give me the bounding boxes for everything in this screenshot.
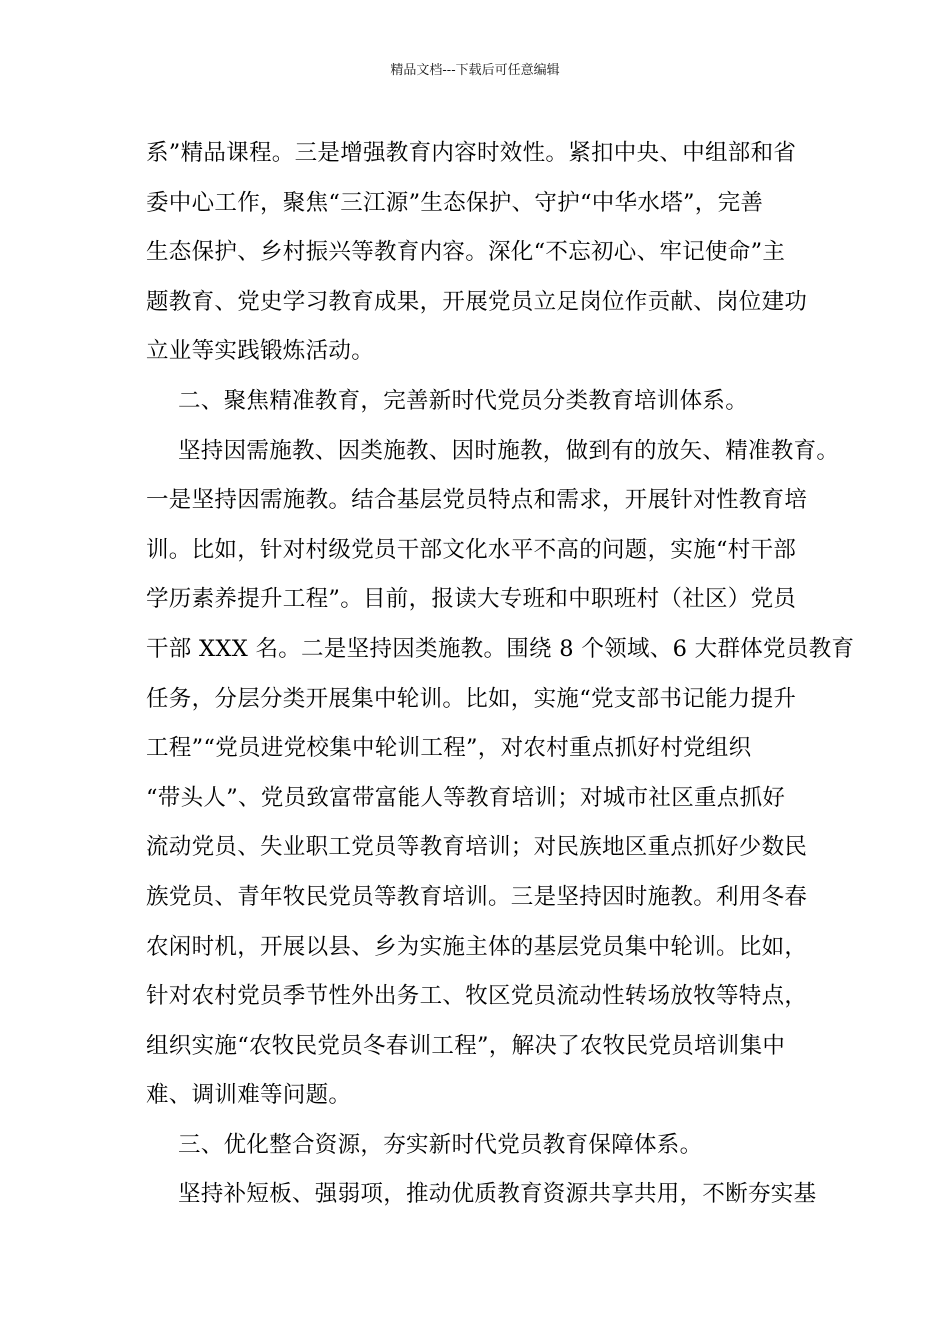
- text-line-20: 难、调训难等问题。: [146, 1082, 352, 1109]
- text-line-22: 坚持补短板、强弱项，推动优质教育资源共享共用，不断夯实基: [178, 1181, 817, 1208]
- text-line-4: 题教育、党史学习教育成果，开展党员立足岗位作贡献、岗位建功: [146, 288, 808, 315]
- text-line-9: 训。比如，针对村级党员干部文化水平不高的问题，实施“村干部: [146, 536, 797, 563]
- section-heading-2: 二、聚焦精准教育，完善新时代党员分类教育培训体系。: [178, 387, 749, 414]
- section-heading-3: 三、优化整合资源，夯实新时代党员教育保障体系。: [178, 1131, 703, 1158]
- text-line-2: 委中心工作，聚焦“三江源”生态保护、守护“中华水塔”，完善: [146, 189, 764, 216]
- text-line-16: 族党员、青年牧民党员等教育培训。三是坚持因时施教。利用冬春: [146, 883, 808, 910]
- page-header: 精品文档---下载后可任意编辑: [390, 63, 560, 78]
- text-line-1: 系”精品课程。三是增强教育内容时效性。紧扣中央、中组部和省: [146, 140, 797, 166]
- text-line-14: “带头人”、党员致富带富能人等教育培训；对城市社区重点抓好: [146, 784, 786, 811]
- text-line-12: 任务，分层分类开展集中轮训。比如，实施“党支部书记能力提升: [146, 685, 797, 712]
- text-line-17: 农闲时机，开展以县、乡为实施主体的基层党员集中轮训。比如，: [146, 933, 808, 960]
- text-line-15: 流动党员、失业职工党员等教育培训；对民族地区重点抓好少数民: [146, 834, 808, 861]
- text-line-10: 学历素养提升工程”。目前，报读大专班和中职班村（社区）党员: [146, 586, 797, 613]
- text-line-19: 组织实施“农牧民党员冬春训工程”，解决了农牧民党员培训集中: [146, 1032, 786, 1059]
- text-line-18: 针对农村党员季节性外出务工、牧区党员流动性转场放牧等特点，: [146, 983, 808, 1010]
- text-line-5: 立业等实践锻炼活动。: [146, 338, 375, 365]
- text-line-13: 工程”“党员进党校集中轮训工程”，对农村重点抓好村党组织: [146, 735, 752, 762]
- text-line-7: 坚持因需施教、因类施教、因时施教，做到有的放矢、精准教育。: [178, 437, 840, 464]
- text-line-8: 一是坚持因需施教。结合基层党员特点和需求，开展针对性教育培: [146, 487, 808, 514]
- text-line-3: 生态保护、乡村振兴等教育内容。深化“不忘初心、牢记使命”主: [146, 239, 786, 266]
- text-line-11: 干部 XXX 名。二是坚持因类施教。围绕 8 个领域、6 大群体党员教育: [146, 635, 855, 662]
- document-body: [146, 133, 855, 1224]
